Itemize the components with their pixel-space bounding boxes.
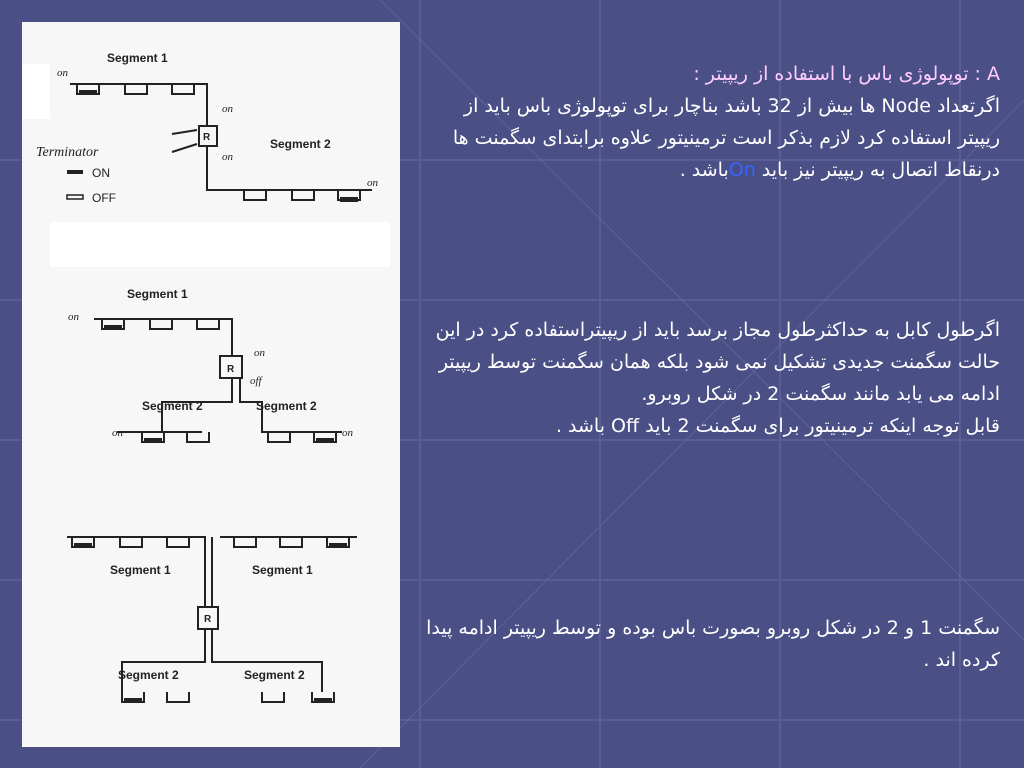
terminator-label: Terminator [36,145,99,160]
diagram2-on-bottom-right: on [342,427,353,439]
paragraph-1-highlight: On [728,159,756,181]
heading-letter: A [987,63,1000,85]
paragraph-2-line1: اگرطول کابل به حداکثرطول مجاز برسد باید از ریپیتراستفاده کرد در این حالت سگمنت جدیدی تشکیل نمی شود بلکه همان سگمنت توسط ریپیتر ادامه می یابد مانند سگمنت 2 در شکل روبرو. [435,319,1000,405]
heading-text: : توپولوژی باس با استفاده از ریپیتر : [693,63,987,85]
diagram1-repeater-label: R [203,132,211,143]
paragraph-1-text-b: باشد . [679,159,729,181]
paragraph-3: سگمنت 1 و 2 در شکل روبرو بصورت باس بوده و توسط ریپیتر ادامه پیدا کرده اند . [426,617,1000,671]
bus-topology-diagrams [22,22,400,747]
diagram3-segment1-right-label: Segment 1 [252,563,313,577]
diagram2-on-bottom-left: on [112,427,123,439]
diagram2-segment2-left-label: Segment 2 [142,399,203,413]
paragraph-cable-length [420,314,1000,442]
diagram2-segment1-label: Segment 1 [127,287,188,301]
diagram3-segment1-left-label: Segment 1 [110,563,171,577]
diagram2-off-repeater: off [250,375,262,387]
diagram1-on-right: on [367,177,378,189]
diagram1-on-repeater-top: on [222,103,233,115]
diagram2-on-left: on [68,311,79,323]
paragraph-repeater-intro [420,58,1000,186]
diagram2-segment2-right-label: Segment 2 [256,399,317,413]
diagram1-segment2-label: Segment 2 [270,137,331,151]
diagram2-on-repeater: on [254,347,265,359]
paragraph-segments [420,612,1000,676]
paragraph-1 [420,90,1000,186]
diagram1-on-repeater-bottom: on [222,151,233,163]
diagram3-segment2-right-label: Segment 2 [244,668,305,682]
diagram1-segment1-label: Segment 1 [107,51,168,65]
paragraph-1-text-a: اگرتعداد Node ها بیش از 32 باشد بناچار برای توپولوژی باس باید از ریپیتر استفاده کرد لازم بذکر است ترمینیتور علاوه برابتدای سگمنت ها درنقاط اتصال به ریپیتر نیز باید [452,95,1000,181]
white-patch [50,222,390,267]
diagram1-on-left: on [57,67,68,79]
legend-off: OFF [92,191,116,205]
diagram3-repeater-label: R [204,614,212,625]
diagram2-repeater-label: R [227,364,235,375]
diagram3-segment2-left-label: Segment 2 [118,668,179,682]
white-patch [22,64,50,119]
topology-figure [22,22,400,747]
paragraph-2-line2: قابل توجه اینکه ترمینیتور برای سگمنت 2 باید Off باشد . [555,415,1000,437]
slide-heading [420,58,1000,90]
legend-on: ON [92,166,110,180]
